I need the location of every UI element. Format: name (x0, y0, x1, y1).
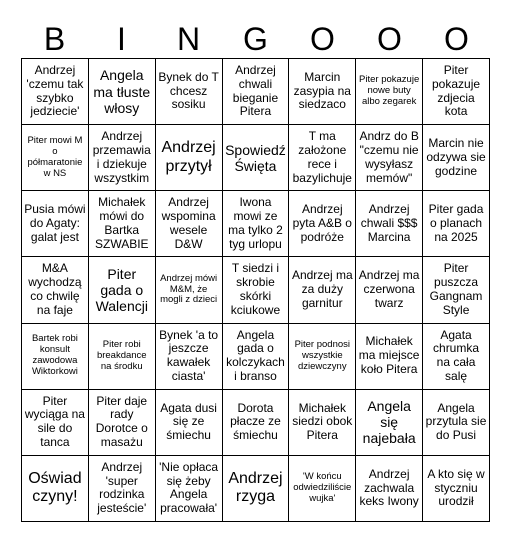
bingo-cell[interactable]: Bynek 'a to jeszcze kawałek ciasta' (155, 323, 222, 389)
bingo-cell[interactable]: Dorota płacze ze śmiechu (222, 389, 289, 455)
bingo-cell[interactable]: Piter mowi M o półmaratonie w NS (22, 125, 89, 191)
bingo-cell[interactable]: Piter pokazuje zdjecia kota (423, 59, 490, 125)
bingo-cell[interactable]: Andrzej chwali $$$ Marcina (356, 191, 423, 257)
grid-row (22, 59, 490, 125)
bingo-cell[interactable]: Piter wyciąga na sile do tanca (22, 389, 89, 455)
bingo-cell[interactable]: 'W końcu odwiedziliście wujka' (289, 455, 356, 521)
bingo-cell[interactable]: Piter gada o Walencji (88, 257, 155, 323)
bingo-cell[interactable]: Michałek siedzi obok Pitera (289, 389, 356, 455)
bingo-cell[interactable]: Spowiedź Święta (222, 125, 289, 191)
bingo-cell[interactable]: Piter pokazuje nowe buty albo zegarek (356, 59, 423, 125)
bingo-grid (21, 58, 490, 522)
bingo-cell[interactable]: Andrzej przytył (155, 125, 222, 191)
bingo-cell[interactable]: Iwona mowi ze ma tylko 2 tyg urlopu (222, 191, 289, 257)
bingo-cell[interactable]: Piter gada o planach na 2025 (423, 191, 490, 257)
bingo-cell[interactable]: Andrz do B "czemu nie wysyłasz memów" (356, 125, 423, 191)
bingo-cell[interactable]: 'Nie opłaca się żeby Angela pracowała' (155, 455, 222, 521)
header-letter: N (176, 21, 201, 57)
bingo-cell[interactable]: Andrzej 'czemu tak szybko jedziecie' (22, 59, 89, 125)
bingo-cell[interactable]: Marcin nie odzywa sie godzine (423, 125, 490, 191)
bingo-header (21, 20, 490, 58)
bingo-cell[interactable]: Andrzej ma czerwona twarz (356, 257, 423, 323)
bingo-cell[interactable]: Andrzej 'super rodzinka jesteście' (88, 455, 155, 521)
grid-row (22, 389, 490, 455)
grid-row (22, 191, 490, 257)
bingo-cell[interactable]: Angela ma tłuste włosy (88, 59, 155, 125)
bingo-cell[interactable]: T ma założone rece i bazylichuje (289, 125, 356, 191)
header-letter: G (243, 21, 268, 57)
bingo-cell[interactable]: Piter puszcza Gangnam Style (423, 257, 490, 323)
bingo-cell[interactable]: Andrzej przemawia i dziekuje wszystkim (88, 125, 155, 191)
header-letter: I (117, 21, 126, 57)
bingo-cell[interactable]: Angela gada o kolczykach i branso (222, 323, 289, 389)
bingo-cell[interactable]: Piter daje rady Dorotce o masażu (88, 389, 155, 455)
bingo-cell[interactable]: Pusia mówi do Agaty: galat jest (22, 191, 89, 257)
bingo-cell[interactable]: Angela przytula sie do Pusi (423, 389, 490, 455)
bingo-cell[interactable]: Andrzej ma za duży garnitur (289, 257, 356, 323)
bingo-cell[interactable]: Andrzej zachwala keks Iwony (356, 455, 423, 521)
grid-row (22, 125, 490, 191)
header-letter: O (310, 21, 335, 57)
bingo-cell[interactable]: Andrzej pyta A&B o podróże (289, 191, 356, 257)
grid-row (22, 257, 490, 323)
bingo-cell[interactable]: Marcin zasypia na siedzaco (289, 59, 356, 125)
bingo-cell[interactable]: Michałek mówi do Bartka SZWABIE (88, 191, 155, 257)
header-letter: O (444, 21, 469, 57)
bingo-cell[interactable]: Angela się najebała (356, 389, 423, 455)
bingo-cell[interactable]: Andrzej mówi M&M, że mogli z dzieci (155, 257, 222, 323)
bingo-cell[interactable]: Andrzej rzyga (222, 455, 289, 521)
grid-row (22, 455, 490, 521)
header-letter: B (43, 21, 66, 57)
bingo-cell[interactable]: Bartek robi konsult zawodowa Wiktorkowi (22, 323, 89, 389)
bingo-cell[interactable]: T siedzi i skrobie skórki kciukowe (222, 257, 289, 323)
bingo-cell[interactable]: Oświad czyny! (22, 455, 89, 521)
bingo-cell[interactable]: Andrzej wspomina wesele D&W (155, 191, 222, 257)
bingo-cell[interactable]: A kto się w styczniu urodził (423, 455, 490, 521)
grid-row (22, 323, 490, 389)
bingo-cell[interactable]: Agata chrumka na cała salę (423, 323, 490, 389)
bingo-cell[interactable]: Agata dusi się ze śmiechu (155, 389, 222, 455)
bingo-cell[interactable]: Michałek ma miejsce koło Pitera (356, 323, 423, 389)
bingo-cell[interactable]: Bynek do T chcesz sosiku (155, 59, 222, 125)
bingo-cell[interactable]: Piter podnosi wszystkie dziewczyny (289, 323, 356, 389)
header-letter: O (377, 21, 402, 57)
bingo-cell[interactable]: Piter robi breakdance na środku (88, 323, 155, 389)
bingo-cell[interactable]: Andrzej chwali bieganie Pitera (222, 59, 289, 125)
bingo-cell[interactable]: M&A wychodzą co chwilę na faje (22, 257, 89, 323)
